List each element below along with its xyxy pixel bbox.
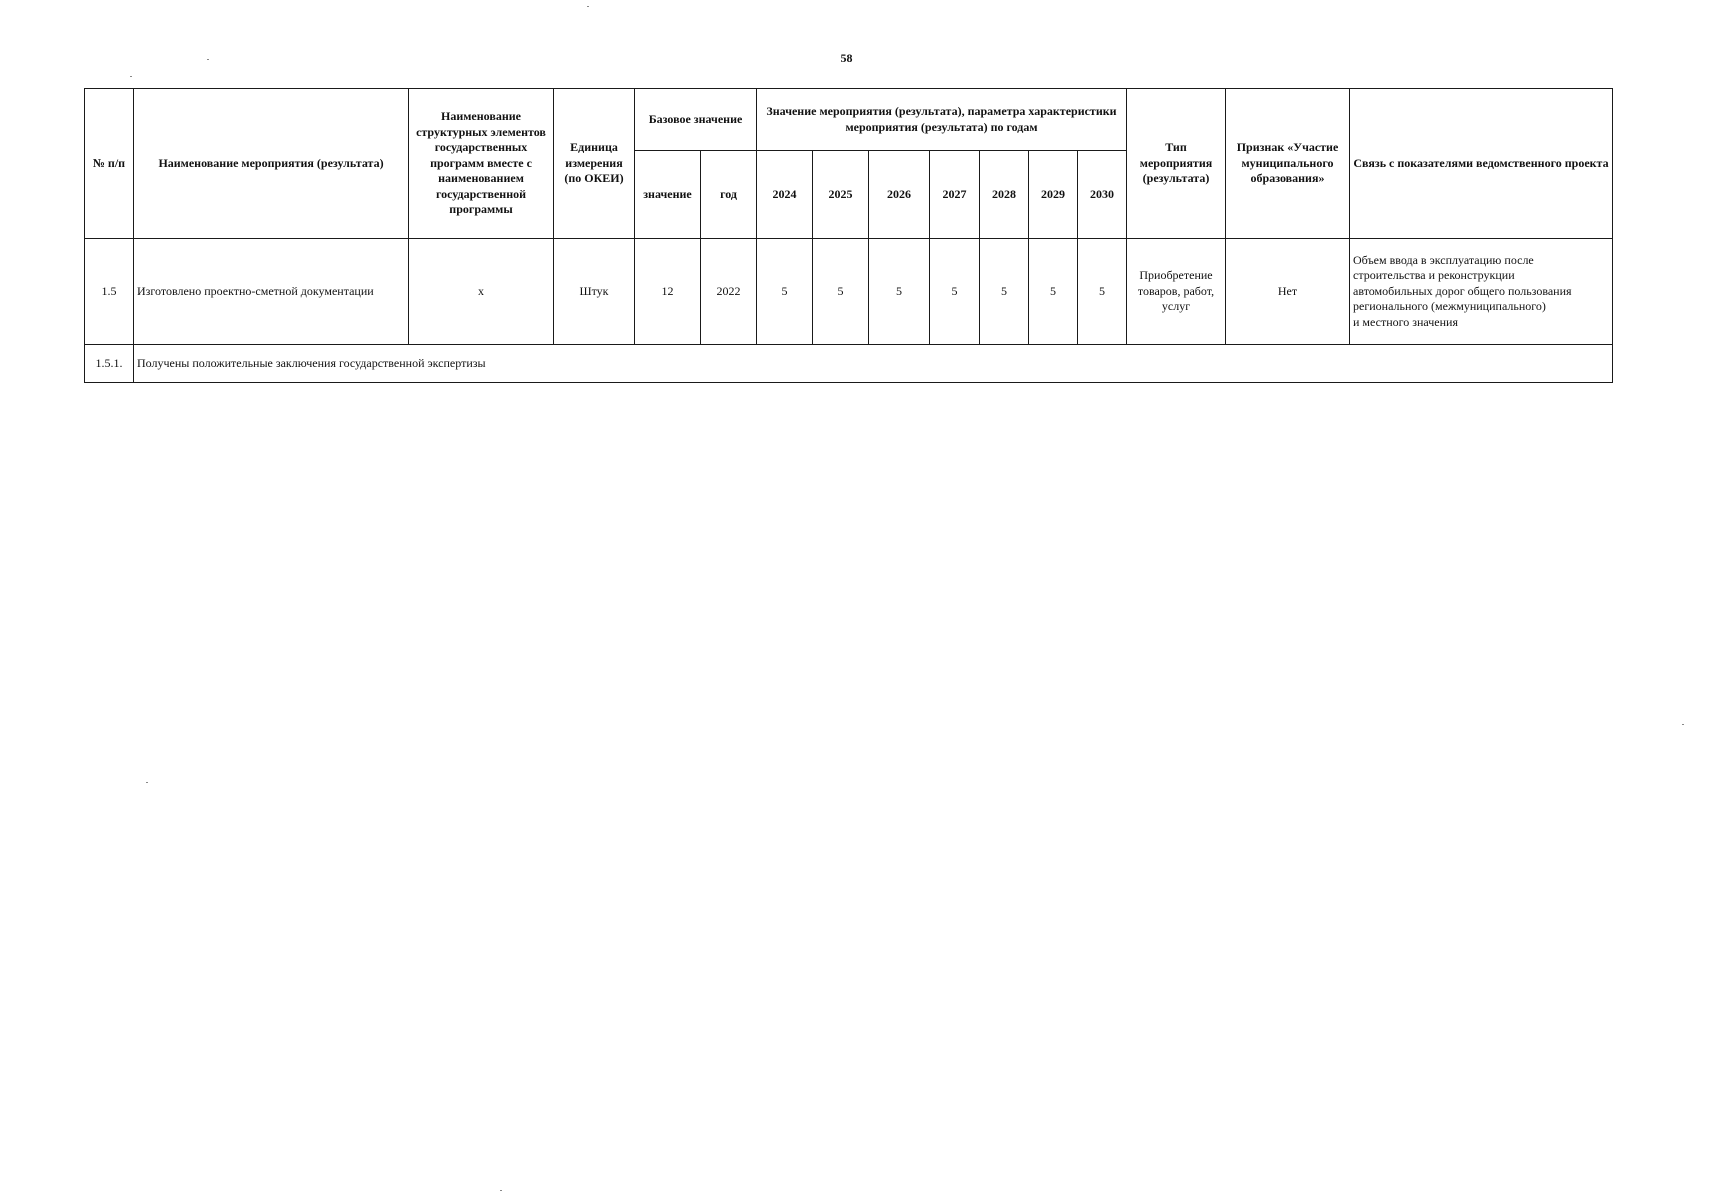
cell-year-value: 5 [1078,239,1127,345]
page-number: 58 [840,51,853,65]
header-year: 2029 [1029,151,1078,239]
header-base-value: значение [635,151,701,239]
cell-municipal: Нет [1226,239,1350,345]
header-base-year: год [701,151,757,239]
cell-type: Приобретение товаров, работ, услуг [1127,239,1226,345]
results-table [84,88,1613,383]
header-name: Наименование мероприятия (результата) [134,89,409,239]
scan-speck [587,6,589,7]
link-line: Объем ввода в эксплуатацию после [1353,252,1534,267]
cell-base-value: 12 [635,239,701,345]
cell-structural: х [409,239,554,345]
scan-speck [207,59,209,60]
cell-year-value: 5 [930,239,980,345]
header-structural: Наименование структурных элементов государственных программ вместе с наименованием государственной программы [409,89,554,239]
cell-year-value: 5 [757,239,813,345]
sub-row-num: 1.5.1. [85,345,134,383]
header-year: 2028 [980,151,1029,239]
cell-link [1350,239,1613,345]
header-base: Базовое значение [635,89,757,151]
header-year: 2030 [1078,151,1127,239]
link-line: и местного значения [1353,314,1458,329]
header-row-1 [85,89,1613,151]
cell-num: 1.5 [85,239,134,345]
header-type: Тип мероприятия (результата) [1127,89,1226,239]
header-years-group: Значение мероприятия (результата), параметра характеристики мероприятия (результата) по годам [757,89,1127,151]
scan-speck [1682,724,1684,725]
link-line: регионального (межмуниципального) [1353,299,1546,314]
cell-name: Изготовлено проектно-сметной документации [134,239,409,345]
header-unit: Единица измерения (по ОКЕИ) [554,89,635,239]
scan-speck [130,76,132,77]
link-line: строительства и реконструкции [1353,268,1515,283]
header-municipal: Признак «Участие муниципального образования» [1226,89,1350,239]
cell-year-value: 5 [813,239,869,345]
header-year: 2024 [757,151,813,239]
header-num: № п/п [85,89,134,239]
cell-year-value: 5 [869,239,930,345]
cell-year-value: 5 [980,239,1029,345]
link-line: автомобильных дорог общего пользования [1353,283,1572,298]
cell-year-value: 5 [1029,239,1078,345]
header-year: 2027 [930,151,980,239]
sub-row-text: Получены положительные заключения государственной экспертизы [134,345,1613,383]
cell-base-year: 2022 [701,239,757,345]
header-link: Связь с показателями ведомственного проекта [1350,89,1613,239]
scan-speck [146,782,148,783]
table-row [85,239,1613,345]
header-year: 2025 [813,151,869,239]
sub-row [85,345,1613,383]
header-year: 2026 [869,151,930,239]
scan-speck [500,1190,502,1191]
cell-unit: Штук [554,239,635,345]
